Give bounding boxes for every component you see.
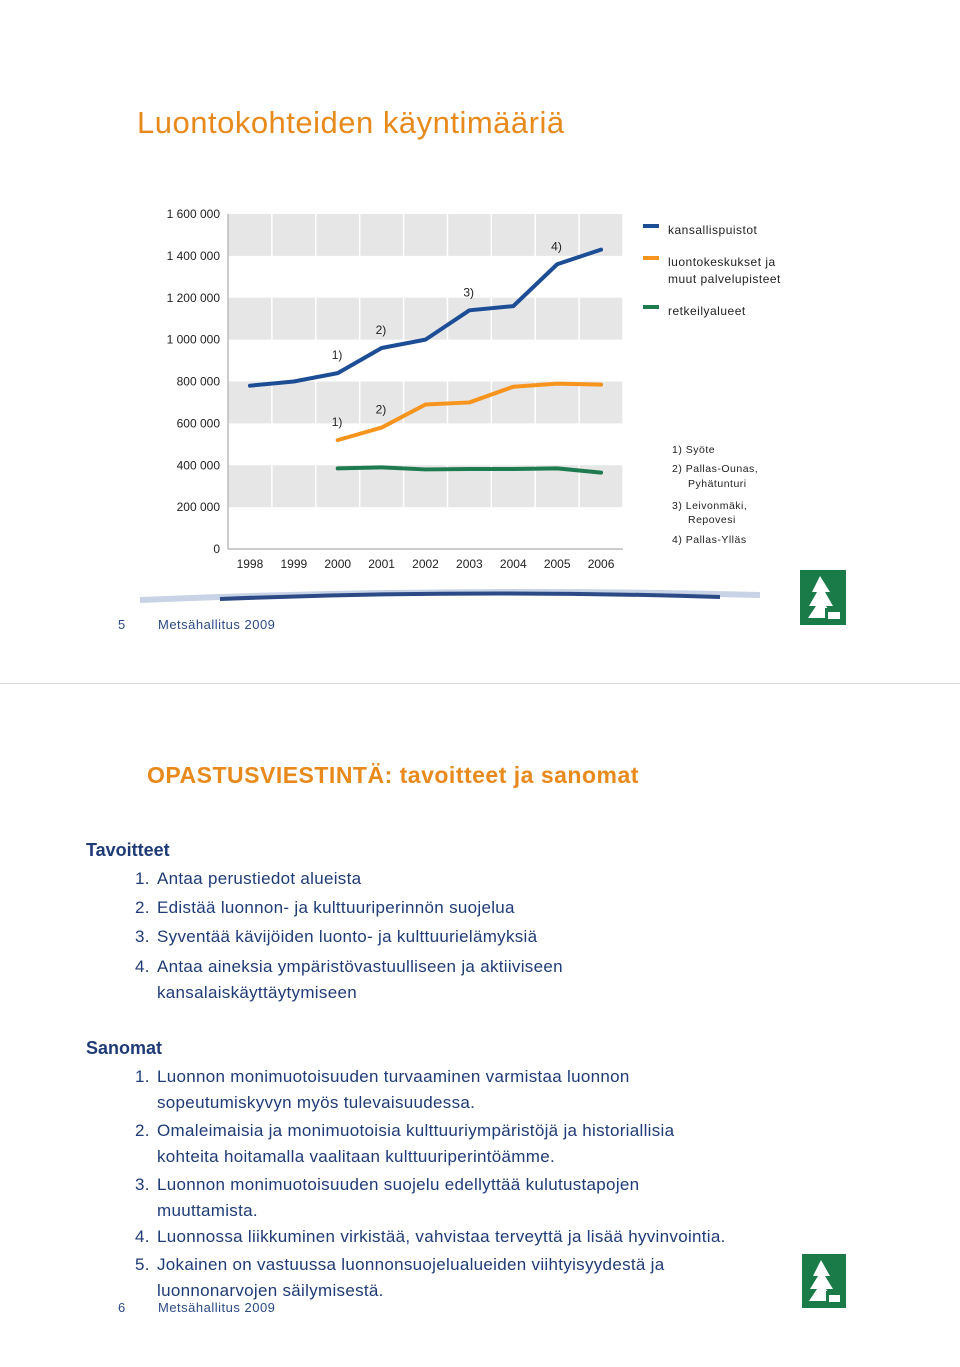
grid-band	[228, 465, 623, 507]
annotation-label: 4)	[551, 239, 562, 254]
y-tick-label: 1 600 000	[166, 207, 220, 221]
x-tick-label: 2001	[368, 557, 395, 571]
x-tick-label: 2006	[587, 557, 615, 571]
legend-label: luontokeskukset ja muut palvelupisteet	[668, 255, 781, 286]
page-number: 5	[118, 617, 126, 632]
footnote-text: Repovesi	[688, 514, 736, 526]
x-tick-label: 2000	[324, 557, 352, 571]
x-tick-label: 1998	[236, 557, 264, 571]
y-tick-label: 800 000	[176, 374, 220, 389]
visits-line-chart	[0, 0, 960, 600]
grid-band	[228, 382, 623, 424]
x-tick-label: 2003	[456, 557, 483, 571]
message-item: 1. Luonnon monimuotoisuuden turvaaminen varmistaa luonnon sopeutumiskyvyn myös tulevaisuudessa.	[135, 1067, 630, 1112]
annotation-label: 3)	[463, 285, 475, 300]
y-tick-label: 200 000	[176, 500, 220, 515]
annotation-label: 1)	[331, 348, 343, 363]
legend-label: kansallispuistot	[668, 223, 758, 237]
goal-item: 4. Antaa aineksia ympäristövastuulliseen ja aktiiviseen kansalaiskäyttäytymiseen	[135, 957, 563, 1002]
footer-text: Metsähallitus 2009	[158, 617, 276, 632]
metsahallitus-logo-icon	[802, 1254, 846, 1308]
footnote-text: Pyhätunturi	[688, 478, 747, 490]
x-tick-label: 2002	[412, 557, 439, 571]
goals-heading: Tavoitteet	[86, 840, 170, 860]
messages-heading: Sanomat	[86, 1038, 163, 1058]
annotation-label: 2)	[375, 402, 387, 417]
y-tick-label: 1 200 000	[166, 290, 220, 305]
y-tick-label: 0	[213, 542, 220, 556]
y-tick-label: 1 400 000	[166, 248, 220, 263]
x-tick-label: 2004	[499, 557, 527, 571]
footnote-text: 2) Pallas-Ounas,	[672, 463, 759, 475]
annotation-label: 1)	[331, 415, 343, 430]
footnote-text: 3) Leivonmäki,	[672, 500, 748, 512]
slide-1	[0, 0, 960, 683]
message-item: 3. Luonnon monimuotoisuuden suojelu edellyttää kulutustapojen muuttamista.	[135, 1175, 640, 1220]
annotation-label: 2)	[375, 323, 387, 337]
slide-title: OPASTUSVIESTINTÄ: tavoitteet ja sanomat	[147, 762, 639, 788]
goal-item: 3. Syventää kävijöiden luonto- ja kulttuurielämyksiä	[135, 927, 538, 946]
slide-2	[0, 684, 960, 1367]
message-item: 4. Luonnossa liikkuminen virkistää, vahvistaa terveyttä ja lisää hyvinvointia.	[135, 1227, 726, 1246]
metsahallitus-logo-icon	[800, 570, 846, 625]
footer-text: Metsähallitus 2009	[158, 1300, 276, 1315]
slide-title: Luontokohteiden käyntimääriä	[137, 105, 565, 140]
legend-label: retkeilyalueet	[668, 304, 746, 318]
message-item: 2. Omaleimaisia ja monimuotoisia kulttuuriympäristöjä ja historiallisia kohteita hoitamalla vaalitaan kulttuuriperintöämme.	[135, 1121, 675, 1166]
grid-band	[228, 298, 623, 340]
page-number: 6	[118, 1300, 126, 1315]
grid-band	[228, 214, 623, 256]
y-tick-label: 400 000	[176, 458, 220, 473]
footnote-text: 1) Syöte	[672, 444, 716, 456]
x-tick-label: 1999	[280, 557, 308, 571]
message-item: 5. Jokainen on vastuussa luonnonsuojelualueiden viihtyisyydestä ja luonnonarvojen säilymisestä.	[135, 1255, 665, 1300]
goal-item: 2. Edistää luonnon- ja kulttuuriperinnön suojelua	[135, 898, 515, 917]
y-tick-label: 1 000 000	[166, 332, 220, 347]
goal-item: 1. Antaa perustiedot alueista	[135, 869, 362, 888]
x-tick-label: 2005	[543, 557, 571, 571]
y-tick-label: 600 000	[176, 416, 220, 431]
footnote-text: 4) Pallas-Ylläs	[672, 534, 747, 546]
